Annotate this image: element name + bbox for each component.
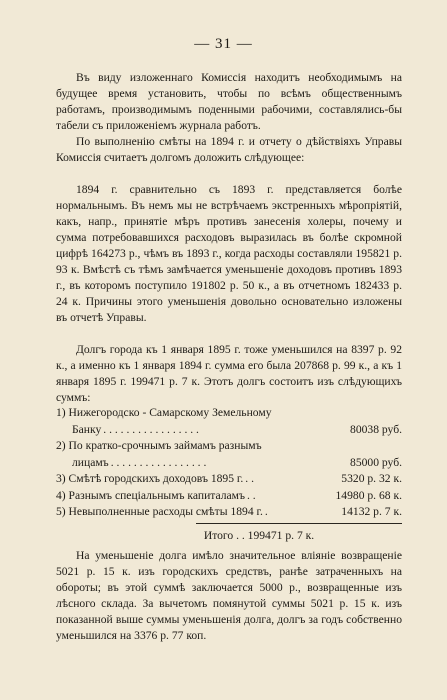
page-number: — 31 — xyxy=(194,36,253,52)
debt-amount: 85000 руб. xyxy=(350,455,402,469)
debt-amount: 14132 р. 7 к. xyxy=(341,505,402,518)
debt-item: 5) Невыполненные расходы смѣты 1894 г. . 14132 р. 7 к. xyxy=(56,504,402,521)
paragraph-city-debt: Долгъ города къ 1 января 1895 г. тоже уменьшился на 8397 р. 92 к., а именно къ 1 января 1894 г. сумма его была 207868 р. 99 к., а къ 1 января 1895 г. 199471 р. 7 к. Этотъ долгъ состоитъ изъ слѣдующихъ суммъ: xyxy=(56,343,402,404)
paragraph-debt-reduction: На уменьшеніе долга имѣло значительное вліяніе возвращеніе 5021 р. 15 к. изъ городскихъ средствъ, ранѣе затраченныхъ на обороты; въ этой суммѣ заключается 5000 р., возвращенные изъ лѣсного склада. За вычетомъ помянутой суммы 5021 р. 15 к. изъ показанной выше суммы уменьшенія долга, долгъ за годъ собственно уменьшился на 3376 р. 77 коп. xyxy=(56,549,402,642)
paragraph-1894-comparison: 1894 г. сравнительно съ 1893 г. представляется болѣе нормальнымъ. Въ немъ мы не встрѣчаемъ экстренныхъ мѣропріятій, какъ, напр., принятіе мѣръ противъ занесенія холеры, почему и сумма потребовавшихся расходовъ выразилась въ болѣе скромной цифрѣ 164273 р., чѣмъ въ 1893 г., когда расходы составляли 195821 р. 93 к. Вмѣстѣ съ тѣмъ замѣчается уменьшеніе доходовъ противъ 1893 г., въ которомъ поступило 191802 р. 50 к., а въ отчетномъ 182433 р. 24 к. Причины этого уменьшенія довольно основательно изложены въ отчетѣ Управы. xyxy=(56,183,402,324)
debt-item: 2) По кратко-срочнымъ займамъ разнымъ xyxy=(56,439,262,452)
debt-amount: 80038 руб. xyxy=(350,422,402,436)
debt-item: 3) Смѣтѣ городскихъ доходовъ 1895 г. . . 5320 р. 32 к. xyxy=(56,471,402,488)
debt-item: 1) Нижегородско - Самарскому Земельному xyxy=(56,406,272,419)
paragraph-estimate-intro: По выполненію смѣты на 1894 г. и отчету о дѣйствіяхъ Управы Комиссія считаетъ долгомъ доложить слѣдующее: xyxy=(56,135,402,164)
debt-item: 4) Разнымъ спеціальнымъ капиталамъ . . 14980 р. 68 к. xyxy=(56,488,402,505)
debt-amount: 14980 р. 68 к. xyxy=(335,488,402,502)
paragraph-commission-recommendation: Въ виду изложеннаго Комиссія находитъ необходимымъ на будущее время установить, чтобы по всѣмъ общественнымъ работамъ, производимымъ поденными рабочими, составлялись-бы табели съ приложеніемъ журнала работъ. xyxy=(56,71,402,132)
debt-list xyxy=(56,405,402,544)
debt-item-continuation: лицамъ . . . . . . . . . . . . . . . . . 85000 руб. xyxy=(56,455,402,472)
debt-item-continuation: Банку . . . . . . . . . . . . . . . . . 80038 руб. xyxy=(56,422,402,439)
total-rule xyxy=(196,523,402,524)
debt-amount: 5320 р. 32 к. xyxy=(341,472,402,485)
debt-total: Итого . . 199471 р. 7 к. xyxy=(203,528,315,542)
